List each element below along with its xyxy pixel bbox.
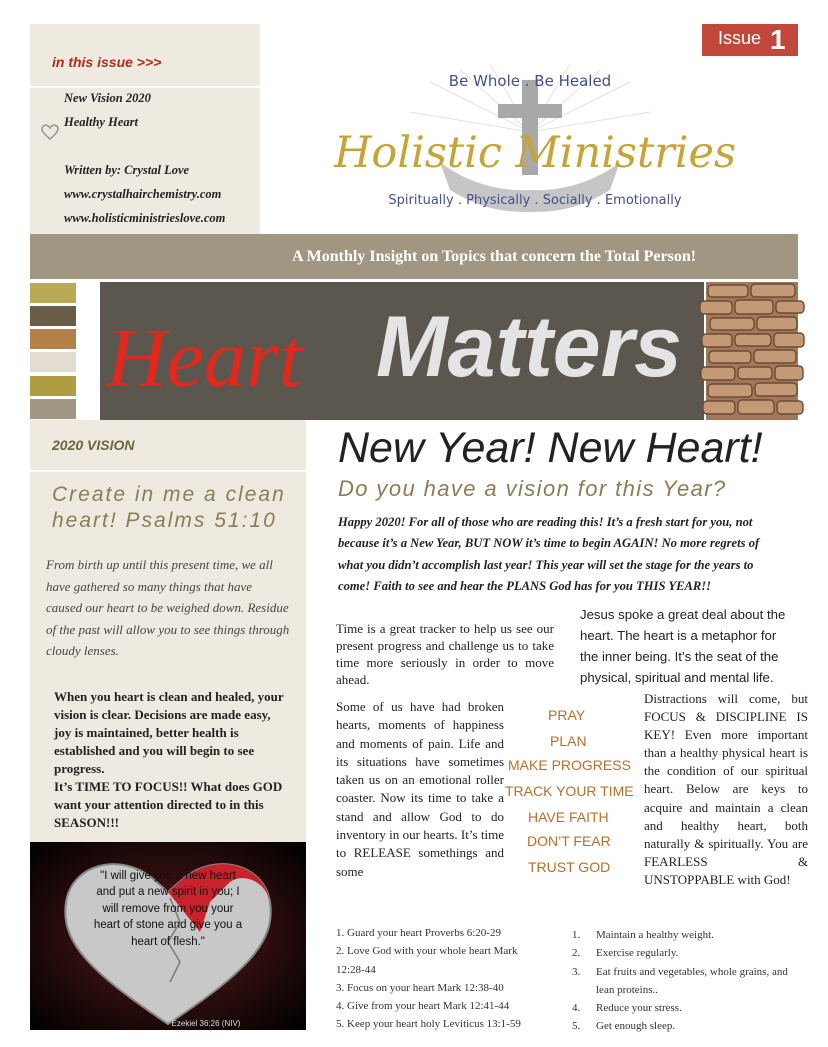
stone-wall-image — [706, 282, 798, 420]
list-item — [572, 926, 800, 944]
list-number: 1. — [572, 929, 581, 941]
list-item: 2. Love God with your whole heart Mark 12:28-44 — [336, 945, 518, 976]
logo-top-text: Be Whole . Be Healed — [448, 72, 612, 90]
issue-number: 1 — [770, 24, 786, 55]
keyword-make-progress: MAKE PROGRESS — [508, 757, 631, 773]
heart-citation: Ezekiel 36:26 (NIV) — [171, 1019, 241, 1028]
natural-keys-list — [572, 926, 800, 1036]
list-number: 5. — [572, 1020, 581, 1033]
list-text: Maintain a healthy weight. — [596, 929, 714, 941]
divider — [30, 86, 260, 88]
list-text: Exercise regularly. — [596, 947, 679, 960]
sidebar-verse: Create in me a clean heart! Psalms 51:10 — [52, 483, 286, 532]
sidebar-label: 2020 VISION — [52, 437, 135, 453]
written-by: Written by: Crystal Love — [64, 163, 190, 177]
color-swatch — [30, 283, 76, 303]
list-item: 5. Keep your heart holy Leviticus 13:1-59 — [336, 1018, 521, 1031]
color-swatch — [30, 399, 76, 419]
list-text: Get enough sleep. — [596, 1020, 676, 1033]
list-text: Reduce your stress. — [596, 1002, 682, 1015]
color-swatch — [30, 352, 76, 372]
color-swatch — [30, 306, 76, 326]
article-distractions-paragraph: Distractions will come, but FOCUS & DISCIPLINE IS KEY! Even more important than a healthy physical heart is the condition of our spiritual heart. Below are keys to acquire and maintain a clean and healthy heart, both naturally & spiritually. You are FEARLESS & UNSTOPPABLE with God! — [644, 691, 808, 887]
article-intro: Happy 2020! For all of those who are reading this! It’s a fresh start for you, not because it’s a New Year, BUT NOW it’s time to begin AGAIN! No more regrets of what you didn’t accomplish last year! This year will set the stage for the years to come! Faith to see and hear the PLANS God has for you THIS YEAR!! — [338, 515, 760, 593]
website-link[interactable]: www.holisticministrieslove.com — [64, 211, 226, 225]
sidebar-paragraph: From birth up until this present time, we all have gathered so many things that have caused our heart to be weighed down. Residue of the past will allow you to see things through cloudy lenses. — [46, 557, 290, 659]
keyword-have-faith: HAVE FAITH — [528, 809, 609, 825]
article-jesus-paragraph: Jesus spoke a great deal about the heart. The heart is a metaphor for the inner being. It’s the seat of the physical, spiritual and mental life. — [580, 607, 786, 685]
heart-outline-icon — [40, 122, 60, 142]
issue-item-healthy-heart: Healthy Heart — [64, 115, 138, 129]
tagline-bar — [30, 234, 798, 279]
tagline: A Monthly Insight on Topics that concern the Total Person! — [292, 248, 697, 265]
article-subtitle: Do you have a vision for this Year? — [338, 476, 727, 501]
issue-item-new-vision: New Vision 2020 — [64, 91, 151, 105]
article-title: New Year! New Heart! — [338, 424, 763, 472]
sidebar-clean-text: When you heart is clean and healed, your vision is clear. Decisions are made easy, joy is maintained, better health is established and you will begin to see progress. — [54, 689, 284, 776]
issue-label: Issue — [718, 28, 762, 48]
website-link[interactable]: www.crystalhairchemistry.com — [64, 187, 222, 201]
in-this-issue-header: in this issue >>> — [52, 54, 162, 70]
list-number: 4. — [572, 1002, 581, 1015]
spiritual-keys-list — [336, 924, 546, 1034]
masthead-matters: Matters — [376, 299, 682, 395]
sidebar-2020-vision — [30, 420, 306, 842]
masthead — [100, 282, 704, 420]
masthead-heart: Heart — [106, 312, 302, 405]
keyword-pray: PRAY — [548, 707, 586, 723]
list-number: 3. — [572, 965, 581, 978]
keyword-plan: PLAN — [550, 733, 587, 749]
list-item: 1. Guard your heart Proverbs 6:20-29 — [336, 927, 501, 939]
sidebar-focus-text: It’s TIME TO FOCUS!! What does GOD want your attention directed to in this SEASON!!! — [54, 779, 283, 830]
list-item — [572, 963, 800, 1000]
issue-badge — [702, 24, 798, 56]
divider — [30, 470, 306, 472]
logo-name: Holistic Ministries — [333, 128, 737, 178]
in-this-issue-box — [30, 24, 260, 234]
list-item: 4. Give from your heart Mark 12:41-44 — [336, 1000, 510, 1013]
list-item — [572, 1017, 800, 1035]
list-text: Eat fruits and vegetables, whole grains, and lean proteins.. — [596, 965, 788, 996]
list-number: 2. — [572, 947, 581, 960]
heart-quote: "I will give you a new heart and put a new spirit in you; I will remove from you your heart of stone and give you a heart of flesh." — [93, 870, 243, 948]
list-item: 3. Focus on your heart Mark 12:38-40 — [336, 981, 504, 994]
stone-heart-image — [30, 842, 306, 1030]
list-item — [572, 999, 800, 1017]
article-time-paragraph: Time is a great tracker to help us see our present progress and challenge us to take time more seriously in order to move ahead. — [336, 621, 554, 687]
keyword-dont-fear: DON’T FEAR — [527, 833, 611, 849]
list-item — [572, 944, 800, 962]
color-swatch — [30, 376, 76, 396]
logo-bottom-text: Spiritually . Physically . Socially . Emotionally — [388, 193, 682, 208]
keyword-trust-god: TRUST GOD — [528, 859, 611, 875]
sidebar-emphasis — [54, 688, 290, 832]
article-some-of-us-paragraph: Some of us have had broken hearts, moments of happiness and moments of pain. Life and its situations have sometimes taken us on an emotional roller coaster. Now its time to take a stand and allow God to do inventory in our hearts. It’s time to RELEASE somethings and some — [336, 699, 504, 879]
keyword-track-your-time: TRACK YOUR TIME — [505, 783, 634, 799]
holistic-ministries-logo — [333, 62, 737, 217]
color-swatch — [30, 329, 76, 349]
